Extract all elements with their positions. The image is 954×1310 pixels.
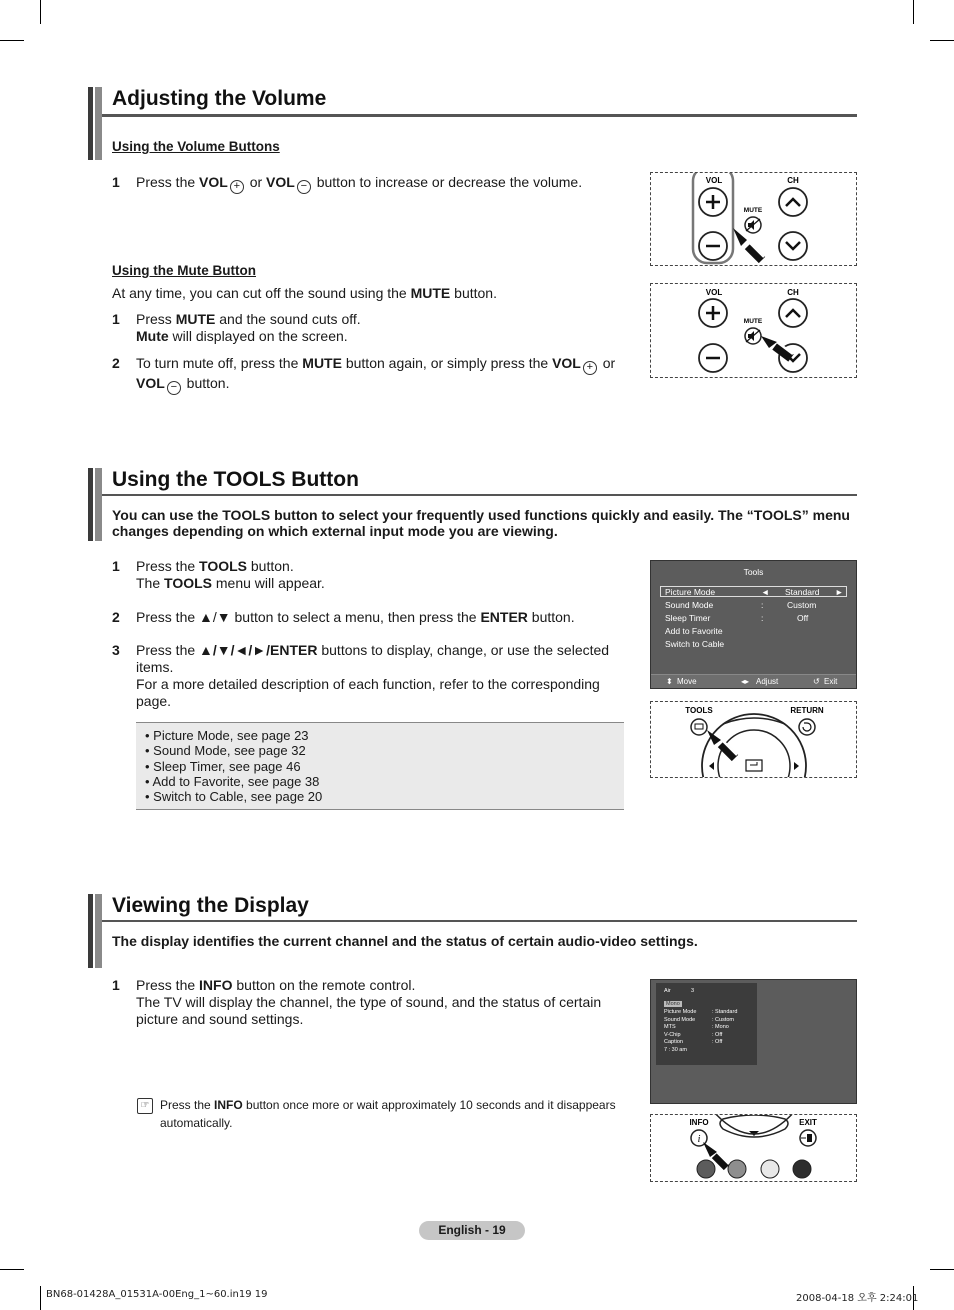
- osd-row: V-Chip : Off: [664, 1031, 723, 1038]
- mute-button[interactable]: [745, 328, 761, 344]
- mute-button[interactable]: [745, 217, 761, 233]
- minus-icon: −: [167, 381, 181, 395]
- tools-menu-item[interactable]: Picture Mode ◄ Standard ►: [665, 587, 844, 597]
- crop-mark: [0, 40, 24, 41]
- print-file-info: BN68-01428A_01531A-00Eng_1~60.in19 19: [46, 1289, 268, 1300]
- crop-mark: [40, 1286, 41, 1310]
- ch-label: CH: [787, 176, 799, 185]
- print-date-info: 2008-04-18 오후 2:24:01: [796, 1293, 919, 1304]
- mute-label: MUTE: [743, 207, 763, 214]
- reference-item: • Switch to Cable, see page 20: [145, 789, 323, 805]
- volume-step-1: Press the VOL + or VOL − button to increase or decrease the volume.: [136, 174, 583, 192]
- plus-icon: +: [583, 361, 597, 375]
- crop-mark: [40, 0, 41, 24]
- section-rule: [102, 494, 857, 496]
- vol-up-button[interactable]: [699, 299, 727, 327]
- ch-up-button[interactable]: [779, 188, 807, 216]
- tools-menu-title: Tools: [743, 567, 764, 577]
- tools-button[interactable]: [691, 719, 707, 735]
- tools-menu-item[interactable]: Add to Favorite: [665, 626, 723, 636]
- step-number: 1: [112, 977, 120, 993]
- ch-down-button[interactable]: [779, 232, 807, 260]
- step-number: 2: [112, 609, 120, 625]
- ch-label: CH: [787, 288, 799, 297]
- osd-channel: 3: [691, 988, 695, 994]
- adjust-icon: ◂▸: [741, 677, 750, 686]
- reference-item: • Picture Mode, see page 23: [145, 728, 309, 743]
- step-number: 1: [112, 174, 120, 190]
- osd-row: MTS : Mono: [664, 1024, 729, 1030]
- osd-row: Caption : Off: [664, 1039, 723, 1045]
- tools-menu-screenshot: [650, 560, 857, 689]
- pointing-hand-icon: [733, 228, 764, 260]
- info-osd-panel: [656, 983, 757, 1065]
- section-bar: [88, 894, 102, 968]
- vol-up-button[interactable]: [699, 188, 727, 216]
- tools-menu-item[interactable]: Sound Mode : Custom: [665, 600, 817, 610]
- section-rule: [102, 920, 857, 922]
- plus-icon: +: [230, 180, 244, 194]
- ch-up-button[interactable]: [779, 299, 807, 327]
- display-intro: The display identifies the current channel and the status of certain audio-video settings.: [112, 933, 698, 949]
- tools-step-2: Press the ▲/▼ button to select a menu, then press the ENTER button.: [136, 609, 575, 625]
- return-button[interactable]: [799, 719, 815, 735]
- step-number: 2: [112, 355, 120, 371]
- step-number: 1: [112, 311, 120, 327]
- section-bar: [88, 87, 102, 160]
- osd-source: Air: [664, 988, 671, 994]
- tools-menu-footer: ⬍ Move ◂▸ Adjust ↺ Exit: [651, 674, 856, 688]
- mute-step-1: Press MUTE and the sound cuts off. Mute will displayed on the screen.: [136, 311, 361, 344]
- info-label: INFO: [689, 1118, 709, 1127]
- vol-label: VOL: [705, 176, 723, 185]
- step-number: 1: [112, 558, 120, 574]
- step-number: 3: [112, 642, 120, 658]
- section-title-display: Viewing the Display: [112, 894, 309, 917]
- section-rule: [102, 114, 857, 117]
- osd-row: Sound Mode : Custom: [664, 1016, 735, 1023]
- display-note: Press the INFO button once more or wait approximately 10 seconds and it disappears automatically.: [160, 1098, 616, 1130]
- svg-text:i: i: [697, 1134, 701, 1145]
- remote-illustration: [651, 284, 857, 378]
- info-display-screenshot: [650, 979, 857, 1104]
- enter-button[interactable]: [746, 760, 762, 771]
- green-color-button[interactable]: [728, 1160, 746, 1178]
- section-title-volume: Adjusting the Volume: [112, 87, 327, 110]
- tools-menu-item[interactable]: Sleep Timer : Off: [665, 613, 809, 623]
- crop-mark: [913, 0, 914, 24]
- remote-figure-info: [650, 1114, 857, 1182]
- return-icon: ↺: [813, 677, 820, 686]
- remote-illustration: [651, 1115, 857, 1182]
- page-reference-list: [136, 722, 624, 810]
- tools-menu-item[interactable]: Switch to Cable: [665, 639, 725, 649]
- vol-down-button[interactable]: [699, 344, 727, 372]
- vol-down-button[interactable]: [699, 232, 727, 260]
- subheading-volume-buttons: Using the Volume Buttons: [112, 139, 280, 154]
- minus-icon: −: [297, 180, 311, 194]
- vol-label: VOL: [705, 288, 723, 297]
- reference-item: • Add to Favorite, see page 38: [145, 773, 320, 789]
- tools-step-3: Press the ▲/▼/◄/►/ENTER buttons to display, change, or use the selected items. For a more detailed description of each function, refer to the corresponding page.: [136, 642, 610, 709]
- tools-label: TOOLS: [685, 706, 713, 715]
- note-icon: ☞: [137, 1098, 153, 1114]
- mute-intro: At any time, you can cut off the sound using the MUTE button.: [112, 285, 497, 301]
- move-icon: ⬍: [666, 677, 673, 686]
- remote-figure-volume: [650, 172, 857, 266]
- blue-color-button[interactable]: [793, 1160, 811, 1178]
- page-number-badge: English - 19: [419, 1221, 525, 1240]
- red-color-button[interactable]: [697, 1160, 715, 1178]
- reference-item: • Sound Mode, see page 32: [145, 743, 306, 759]
- subheading-mute-button: Using the Mute Button: [112, 263, 256, 278]
- remote-illustration: [651, 173, 857, 266]
- osd-row: Picture Mode : Standard: [664, 1009, 738, 1015]
- yellow-color-button[interactable]: [761, 1160, 779, 1178]
- remote-figure-mute: [650, 283, 857, 378]
- display-step-1: Press the INFO button on the remote control. The TV will display the channel, the type of sound, and the status of certain picture and sound settings.: [136, 977, 602, 1027]
- reference-item: • Sleep Timer, see page 46: [145, 758, 301, 774]
- mute-step-2: To turn mute off, press the MUTE button again, or simply press the VOL + or VOL − button.: [136, 355, 616, 393]
- tools-intro: You can use the TOOLS button to select your frequently used functions quickly and easily. The “TOOLS” menu changes depending on which external input mode you are viewing.: [112, 507, 850, 539]
- crop-mark: [930, 1269, 954, 1270]
- crop-mark: [0, 1269, 24, 1270]
- remote-figure-tools: [650, 701, 857, 778]
- osd-time: 7 : 30 am: [664, 1046, 687, 1053]
- section-title-tools: Using the TOOLS Button: [112, 468, 359, 491]
- exit-button[interactable]: [800, 1130, 816, 1146]
- remote-illustration: [651, 702, 857, 778]
- osd-mono-badge: Mono: [666, 1001, 680, 1007]
- mute-label: MUTE: [743, 318, 763, 325]
- exit-label: EXIT: [799, 1118, 817, 1127]
- crop-mark: [930, 40, 954, 41]
- section-bar: [88, 468, 102, 541]
- tools-step-1: Press the TOOLS button. The TOOLS menu will appear.: [136, 558, 325, 591]
- return-label: RETURN: [790, 706, 824, 715]
